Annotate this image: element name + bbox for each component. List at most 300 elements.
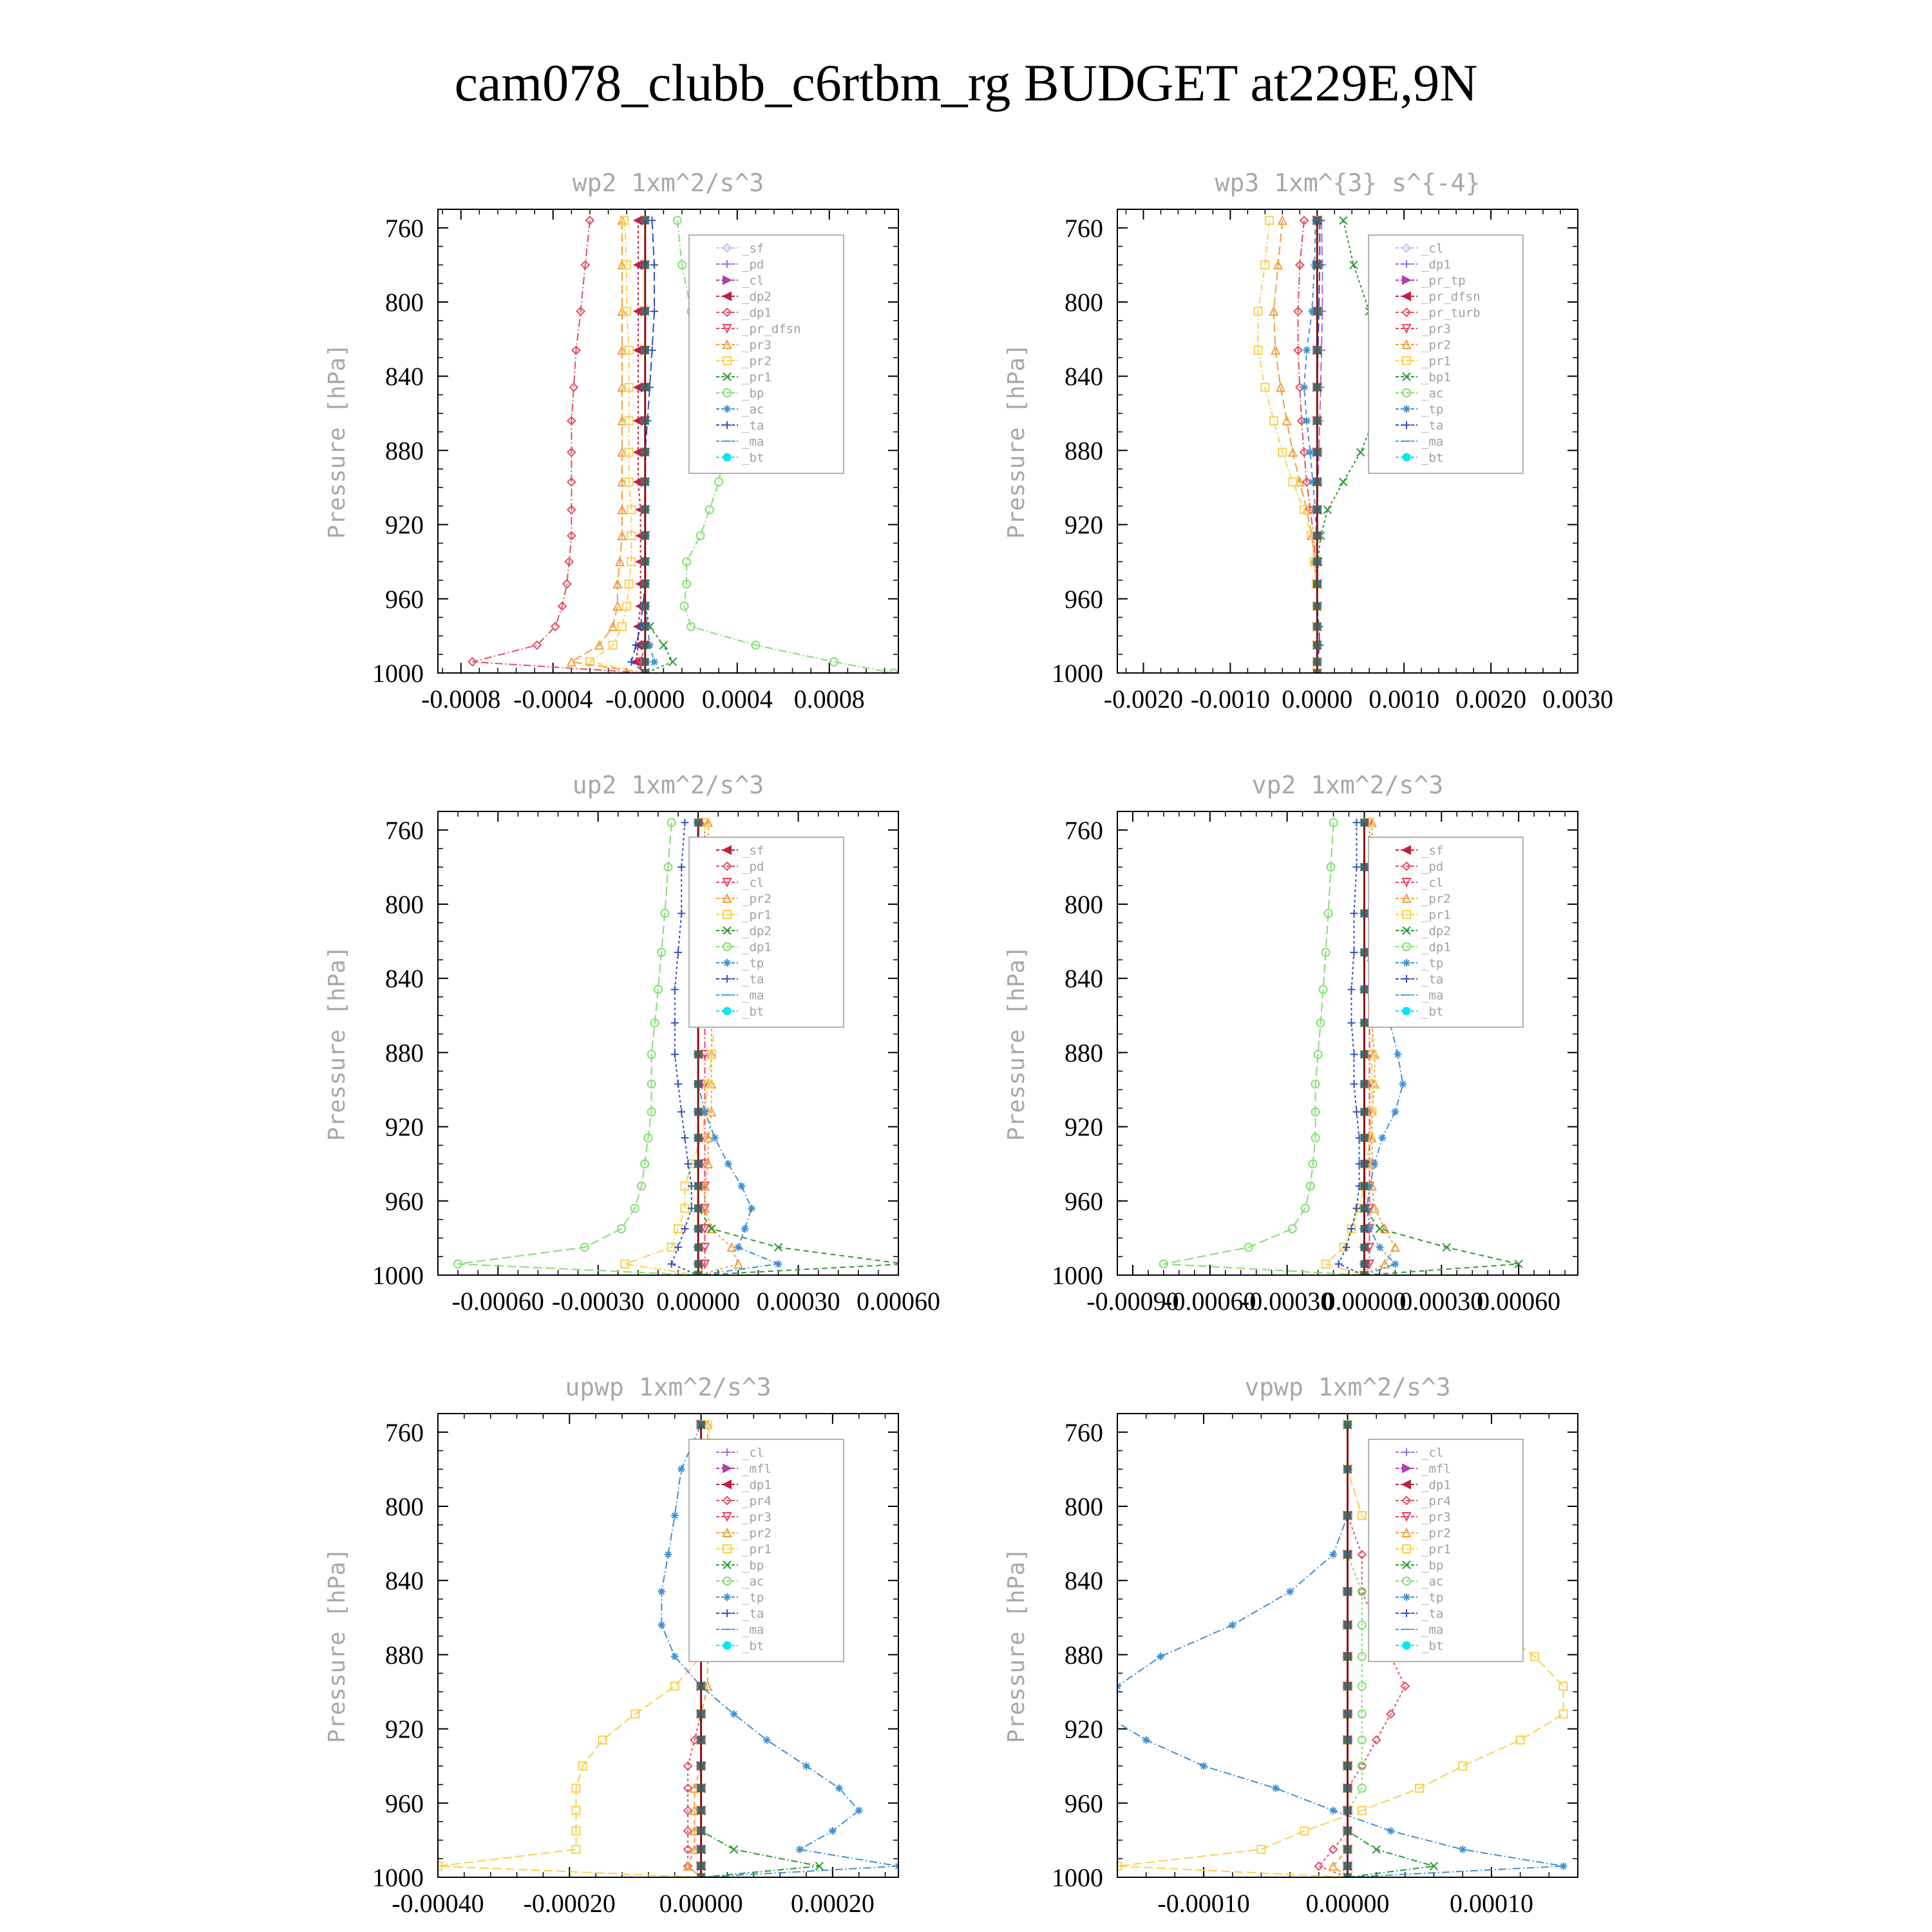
x-tick-label: 0.00030 — [1399, 1287, 1484, 1316]
panel-title: up2 1xm^2/s^3 — [572, 771, 764, 799]
y-axis-label: Pressure [hPa] — [324, 343, 350, 539]
x-tick-label: 0.00030 — [756, 1287, 840, 1316]
legend-label: _pr1 — [1421, 354, 1451, 368]
y-tick-label: 840 — [385, 1566, 424, 1596]
x-tick-label: -0.0020 — [1103, 685, 1184, 714]
legend-label: _dp1 — [1421, 1478, 1451, 1492]
page-title: cam078_clubb_c6rtbm_rg BUDGET at229E,9N — [454, 53, 1478, 112]
y-tick-label: 800 — [1065, 288, 1103, 317]
bt-marker — [641, 623, 649, 630]
legend-label: _sf — [742, 242, 764, 256]
bt-marker — [1360, 1108, 1368, 1116]
bt-marker — [1313, 478, 1321, 486]
series-line-pr1 — [1258, 220, 1318, 673]
bt-marker — [1360, 909, 1368, 917]
data-marker — [711, 1134, 719, 1142]
y-axis-label: Pressure [hPa] — [1003, 1548, 1030, 1743]
y-tick-label: 880 — [385, 1038, 424, 1068]
y-axis-label: Pressure [hPa] — [1003, 945, 1030, 1141]
legend-label: _ac — [1421, 386, 1444, 401]
bt-marker — [641, 261, 649, 269]
y-tick-label: 760 — [1065, 815, 1103, 845]
bt-marker — [1313, 383, 1321, 391]
y-tick-label: 960 — [1065, 1788, 1103, 1818]
data-marker — [734, 1244, 742, 1251]
legend-label: _dp2 — [742, 290, 772, 304]
bt-marker — [1360, 1260, 1368, 1268]
bt-marker — [1313, 658, 1321, 666]
x-tick-label: -0.0004 — [513, 685, 593, 714]
legend-label: _ac — [1421, 1575, 1444, 1589]
data-marker — [1347, 1225, 1355, 1233]
data-marker — [671, 1019, 679, 1027]
data-marker — [1229, 1621, 1236, 1629]
bt-marker — [1344, 1827, 1352, 1835]
legend-label: _ma — [742, 1623, 764, 1637]
bt-marker — [697, 1762, 705, 1770]
y-tick-label: 760 — [385, 815, 424, 845]
data-marker — [681, 1134, 688, 1142]
data-marker — [1403, 405, 1410, 413]
bt-marker — [1344, 1846, 1352, 1853]
legend-label: _tp — [1421, 402, 1444, 417]
y-tick-label: 800 — [1065, 890, 1103, 919]
chart-panel — [1003, 771, 1578, 1316]
x-tick-label: 0.00010 — [1449, 1889, 1533, 1918]
y-tick-label: 840 — [1065, 362, 1103, 392]
data-marker — [1372, 1736, 1380, 1744]
legend-label: _dp1 — [742, 1478, 772, 1492]
data-marker — [1391, 1108, 1399, 1116]
data-marker — [1272, 1785, 1280, 1792]
legend-label: _cl — [742, 1446, 764, 1460]
x-tick-label: -0.00040 — [392, 1889, 484, 1918]
legend-label: _ta — [742, 972, 764, 987]
data-marker — [677, 1465, 685, 1473]
data-marker — [1370, 1160, 1378, 1168]
data-marker — [659, 641, 667, 649]
data-marker — [1329, 1806, 1337, 1814]
x-tick-label: -0.00090 — [1086, 1287, 1179, 1316]
legend — [689, 235, 844, 473]
bt-marker — [641, 417, 649, 424]
legend-label: _cl — [742, 876, 764, 890]
y-tick-label: 800 — [385, 288, 424, 317]
data-marker — [1352, 863, 1360, 871]
data-marker — [1350, 909, 1358, 917]
data-marker — [730, 1710, 738, 1718]
data-marker — [1350, 1080, 1358, 1088]
y-tick-label: 1000 — [1052, 1261, 1103, 1290]
legend-label: _ta — [742, 419, 764, 433]
legend-label: _pr_turb — [1421, 306, 1481, 320]
y-tick-label: 920 — [1065, 1112, 1103, 1142]
bt-marker — [641, 658, 649, 666]
legend — [1368, 837, 1523, 1027]
bt-marker — [1360, 1134, 1368, 1142]
bt-marker — [641, 346, 649, 354]
data-marker — [1459, 1846, 1466, 1853]
bt-marker — [1313, 506, 1321, 514]
legend-label: _sf — [742, 844, 764, 858]
legend-label: _ma — [1421, 435, 1444, 449]
legend-label: _bp — [742, 1558, 764, 1573]
bt-marker — [641, 580, 649, 588]
legend-label: _pr1 — [742, 370, 772, 384]
bt-marker — [694, 1204, 702, 1212]
data-marker — [1560, 1710, 1567, 1718]
x-tick-label: 0.00020 — [790, 1889, 875, 1918]
x-tick-label: 0.00060 — [1477, 1287, 1561, 1316]
data-marker — [1347, 985, 1355, 993]
legend-label: _bt — [742, 451, 764, 465]
legend-label: _pr_tp — [1421, 274, 1466, 288]
bt-marker — [1344, 1736, 1352, 1744]
data-marker — [1303, 417, 1311, 424]
y-tick-label: 840 — [385, 964, 424, 994]
x-tick-label: 0.0004 — [701, 685, 773, 714]
panel-title: upwp 1xm^2/s^3 — [565, 1373, 772, 1401]
data-marker — [774, 1260, 782, 1268]
bt-marker — [1344, 1806, 1352, 1814]
y-axis-label: Pressure [hPa] — [324, 945, 350, 1141]
legend-label: _pr2 — [742, 1526, 772, 1540]
bt-marker — [694, 1225, 702, 1233]
data-marker — [1352, 1108, 1360, 1116]
legend — [689, 1439, 844, 1662]
legend — [1368, 1439, 1523, 1662]
legend-label: _cl — [1421, 242, 1444, 256]
data-marker — [1403, 1642, 1410, 1649]
data-marker — [737, 1182, 745, 1190]
bt-marker — [1344, 1421, 1352, 1428]
bt-marker — [641, 506, 649, 514]
data-marker — [674, 949, 682, 956]
y-tick-label: 760 — [385, 1417, 424, 1447]
data-marker — [1403, 959, 1410, 967]
bt-marker — [1344, 1465, 1352, 1473]
bt-marker — [1313, 623, 1321, 630]
x-tick-label: -0.0010 — [1190, 685, 1271, 714]
y-tick-label: 880 — [385, 1640, 424, 1670]
data-marker — [1286, 1587, 1294, 1595]
bt-marker — [1360, 1080, 1368, 1088]
y-tick-label: 880 — [385, 436, 424, 466]
legend-label: _bt — [742, 1005, 764, 1019]
data-marker — [634, 346, 642, 354]
bt-marker — [697, 1682, 705, 1690]
legend-label: _cl — [1421, 1446, 1444, 1460]
x-tick-label: -0.00030 — [1240, 1287, 1334, 1316]
x-tick-label: 0.00000 — [1322, 1287, 1406, 1316]
series-line-pr2 — [1274, 220, 1318, 673]
legend-label: _pr3 — [1421, 1510, 1451, 1524]
bt-marker — [1360, 985, 1368, 993]
bt-marker — [1360, 819, 1368, 826]
data-marker — [1372, 1846, 1380, 1853]
legend — [689, 837, 844, 1027]
data-marker — [829, 1827, 837, 1835]
data-marker — [796, 1846, 804, 1853]
data-marker — [802, 1762, 810, 1770]
legend-label: _cl — [742, 274, 764, 288]
x-tick-label: 0.00000 — [659, 1889, 743, 1918]
data-marker — [1323, 506, 1331, 514]
data-marker — [1391, 1244, 1399, 1251]
y-tick-label: 1000 — [372, 659, 424, 688]
y-tick-label: 920 — [1065, 1714, 1103, 1744]
legend-label: _cl — [1421, 876, 1444, 890]
data-marker — [734, 1260, 742, 1268]
legend-label: _pr3 — [742, 338, 772, 352]
bt-marker — [697, 1736, 705, 1744]
data-marker — [671, 985, 679, 993]
bt-marker — [694, 1050, 702, 1058]
data-marker — [634, 383, 642, 391]
bt-marker — [1360, 1050, 1368, 1058]
data-marker — [648, 216, 656, 224]
data-marker — [1517, 1736, 1524, 1744]
legend-label: _pr2 — [1421, 1526, 1451, 1540]
y-tick-label: 840 — [385, 362, 424, 392]
legend-label: _ta — [1421, 419, 1444, 433]
y-tick-label: 760 — [385, 213, 424, 243]
data-marker — [1347, 1019, 1355, 1027]
y-axis-label: Pressure [hPa] — [1003, 343, 1030, 539]
y-tick-label: 1000 — [372, 1261, 424, 1290]
x-tick-label: -0.00020 — [523, 1889, 616, 1918]
data-marker — [1303, 346, 1311, 354]
y-tick-label: 1000 — [372, 1863, 424, 1892]
legend-label: _pd — [742, 258, 764, 272]
data-marker — [730, 1846, 738, 1853]
legend-label: _pr4 — [1421, 1494, 1451, 1508]
data-marker — [665, 1551, 672, 1558]
data-marker — [1403, 1593, 1410, 1601]
series-line-pr3 — [571, 220, 645, 673]
data-marker — [671, 1653, 679, 1660]
legend-label: _dp2 — [742, 924, 772, 938]
panel-title: vp2 1xm^2/s^3 — [1251, 771, 1444, 799]
data-marker — [650, 261, 658, 269]
legend-label: _mfl — [742, 1462, 772, 1476]
data-marker — [1329, 1551, 1337, 1558]
legend — [1368, 235, 1523, 473]
legend-label: _bp1 — [1421, 370, 1451, 384]
legend-label: _pd — [742, 860, 764, 874]
data-marker — [648, 346, 656, 354]
legend-label: _ma — [1421, 989, 1444, 1003]
bt-marker — [1313, 558, 1321, 565]
legend-label: _ma — [742, 435, 764, 449]
legend-label: _dp2 — [1421, 924, 1451, 938]
data-marker — [1350, 949, 1358, 956]
series-line-dp1 — [1164, 822, 1365, 1275]
legend-label: _ta — [742, 1607, 764, 1621]
bt-marker — [697, 1710, 705, 1718]
data-marker — [723, 1007, 731, 1015]
data-marker — [763, 1736, 771, 1744]
data-marker — [1399, 1080, 1406, 1088]
data-marker — [835, 1785, 843, 1792]
data-marker — [687, 623, 695, 630]
legend-label: _bp — [1421, 1558, 1444, 1573]
legend-label: _pr2 — [742, 892, 772, 906]
y-tick-label: 800 — [385, 890, 424, 919]
bt-marker — [1360, 863, 1368, 871]
data-marker — [724, 1160, 732, 1168]
data-marker — [1340, 216, 1347, 224]
legend-label: _pr4 — [742, 1494, 772, 1508]
legend-label: _bt — [1421, 451, 1444, 465]
bt-marker — [1344, 1862, 1352, 1870]
y-tick-label: 920 — [385, 510, 424, 540]
bt-marker — [697, 1806, 705, 1814]
legend-label: _pr3 — [742, 1510, 772, 1524]
bt-marker — [641, 641, 649, 649]
legend-label: _tp — [1421, 956, 1444, 971]
chart-panel — [1003, 169, 1613, 714]
bt-marker — [697, 1827, 705, 1835]
legend-label: _pr2 — [742, 354, 772, 368]
data-marker — [741, 1225, 749, 1233]
y-tick-label: 800 — [1065, 1492, 1103, 1521]
legend-label: _pr1 — [1421, 908, 1451, 922]
data-marker — [681, 819, 688, 826]
x-tick-label: -0.00060 — [451, 1287, 544, 1316]
panel-title: wp3 1xm^{3} s^{-4} — [1215, 169, 1481, 197]
bt-marker — [641, 558, 649, 565]
bt-marker — [1344, 1762, 1352, 1770]
data-marker — [658, 1587, 665, 1595]
bt-marker — [1344, 1710, 1352, 1718]
bt-marker — [1313, 417, 1321, 424]
legend-label: _ac — [742, 402, 764, 417]
data-marker — [1340, 478, 1347, 486]
bt-marker — [1344, 1653, 1352, 1660]
y-tick-label: 960 — [385, 1186, 424, 1216]
y-tick-label: 960 — [1065, 1186, 1103, 1216]
x-tick-label: -0.00010 — [1157, 1889, 1250, 1918]
bt-marker — [1360, 1204, 1368, 1212]
bt-marker — [641, 216, 649, 224]
data-marker — [1352, 819, 1360, 826]
bt-marker — [1344, 1785, 1352, 1792]
chart-panel — [324, 1373, 902, 1918]
bt-marker — [1313, 307, 1321, 315]
legend-label: _pr_dfsn — [742, 322, 801, 336]
data-marker — [706, 506, 714, 514]
data-marker — [1443, 1244, 1450, 1251]
y-tick-label: 840 — [1065, 964, 1103, 994]
legend-label: _ac — [742, 1575, 764, 1589]
data-marker — [1322, 1260, 1330, 1268]
y-tick-label: 1000 — [1052, 659, 1103, 688]
data-marker — [677, 1108, 685, 1116]
x-tick-label: 0.0030 — [1542, 685, 1613, 714]
legend-label: _dp1 — [1421, 940, 1451, 954]
bt-marker — [1344, 1621, 1352, 1629]
bt-marker — [694, 1080, 702, 1088]
legend-label: _mfl — [1421, 1462, 1451, 1476]
legend-label: _pr1 — [742, 908, 772, 922]
legend-label: _pr1 — [742, 1542, 772, 1557]
bt-marker — [1313, 641, 1321, 649]
y-tick-label: 880 — [1065, 1640, 1103, 1670]
data-marker — [1376, 1244, 1383, 1251]
bt-marker — [1313, 448, 1321, 456]
y-tick-label: 1000 — [1052, 1863, 1103, 1892]
data-marker — [1459, 1762, 1466, 1770]
chart-panel — [324, 771, 940, 1316]
legend-label: _dp1 — [1421, 258, 1451, 272]
x-tick-label: -0.00030 — [552, 1287, 645, 1316]
data-marker — [1394, 1050, 1401, 1058]
data-marker — [1403, 453, 1410, 461]
data-marker — [715, 478, 723, 486]
data-marker — [723, 405, 731, 413]
bt-marker — [697, 1862, 705, 1870]
panel-title: vpwp 1xm^2/s^3 — [1244, 1373, 1451, 1401]
bt-marker — [641, 307, 649, 315]
data-marker — [1142, 1736, 1150, 1744]
data-marker — [650, 307, 658, 315]
x-tick-label: 0.00000 — [1305, 1889, 1390, 1918]
series-line-dp1 — [458, 822, 698, 1275]
data-marker — [634, 216, 642, 224]
y-tick-label: 880 — [1065, 436, 1103, 466]
data-marker — [1403, 1007, 1410, 1015]
legend-label: _bt — [1421, 1005, 1444, 1019]
bt-marker — [694, 1182, 702, 1190]
data-marker — [677, 909, 685, 917]
bt-marker — [1313, 346, 1321, 354]
data-marker — [627, 658, 635, 666]
data-marker — [723, 1642, 731, 1649]
legend-label: _ma — [742, 989, 764, 1003]
bt-marker — [1360, 1225, 1368, 1233]
bt-marker — [697, 1785, 705, 1792]
data-marker — [697, 532, 705, 540]
data-marker — [1289, 1225, 1296, 1233]
x-tick-label: -0.0008 — [421, 685, 501, 714]
bt-marker — [697, 1846, 705, 1853]
data-marker — [1200, 1762, 1208, 1770]
bt-marker — [694, 1134, 702, 1142]
data-marker — [901, 1260, 909, 1268]
bt-marker — [694, 1244, 702, 1251]
bt-marker — [1313, 580, 1321, 588]
legend-label: _ta — [1421, 972, 1444, 987]
legend-label: _pr2 — [1421, 892, 1451, 906]
y-tick-label: 960 — [1065, 584, 1103, 614]
bt-marker — [694, 1160, 702, 1168]
y-axis-label: Pressure [hPa] — [324, 1548, 350, 1743]
y-tick-label: 880 — [1065, 1038, 1103, 1068]
bt-marker — [1360, 1244, 1368, 1251]
bt-marker — [1360, 949, 1368, 956]
bt-marker — [694, 1260, 702, 1268]
data-marker — [671, 1511, 679, 1519]
data-marker — [1391, 1260, 1399, 1268]
data-marker — [1357, 448, 1365, 456]
data-marker — [1387, 1827, 1395, 1835]
x-tick-label: -0.00060 — [1164, 1287, 1256, 1316]
y-tick-label: 840 — [1065, 1566, 1103, 1596]
y-tick-label: 760 — [1065, 1417, 1103, 1447]
data-marker — [671, 1050, 679, 1058]
bt-marker — [694, 1108, 702, 1116]
